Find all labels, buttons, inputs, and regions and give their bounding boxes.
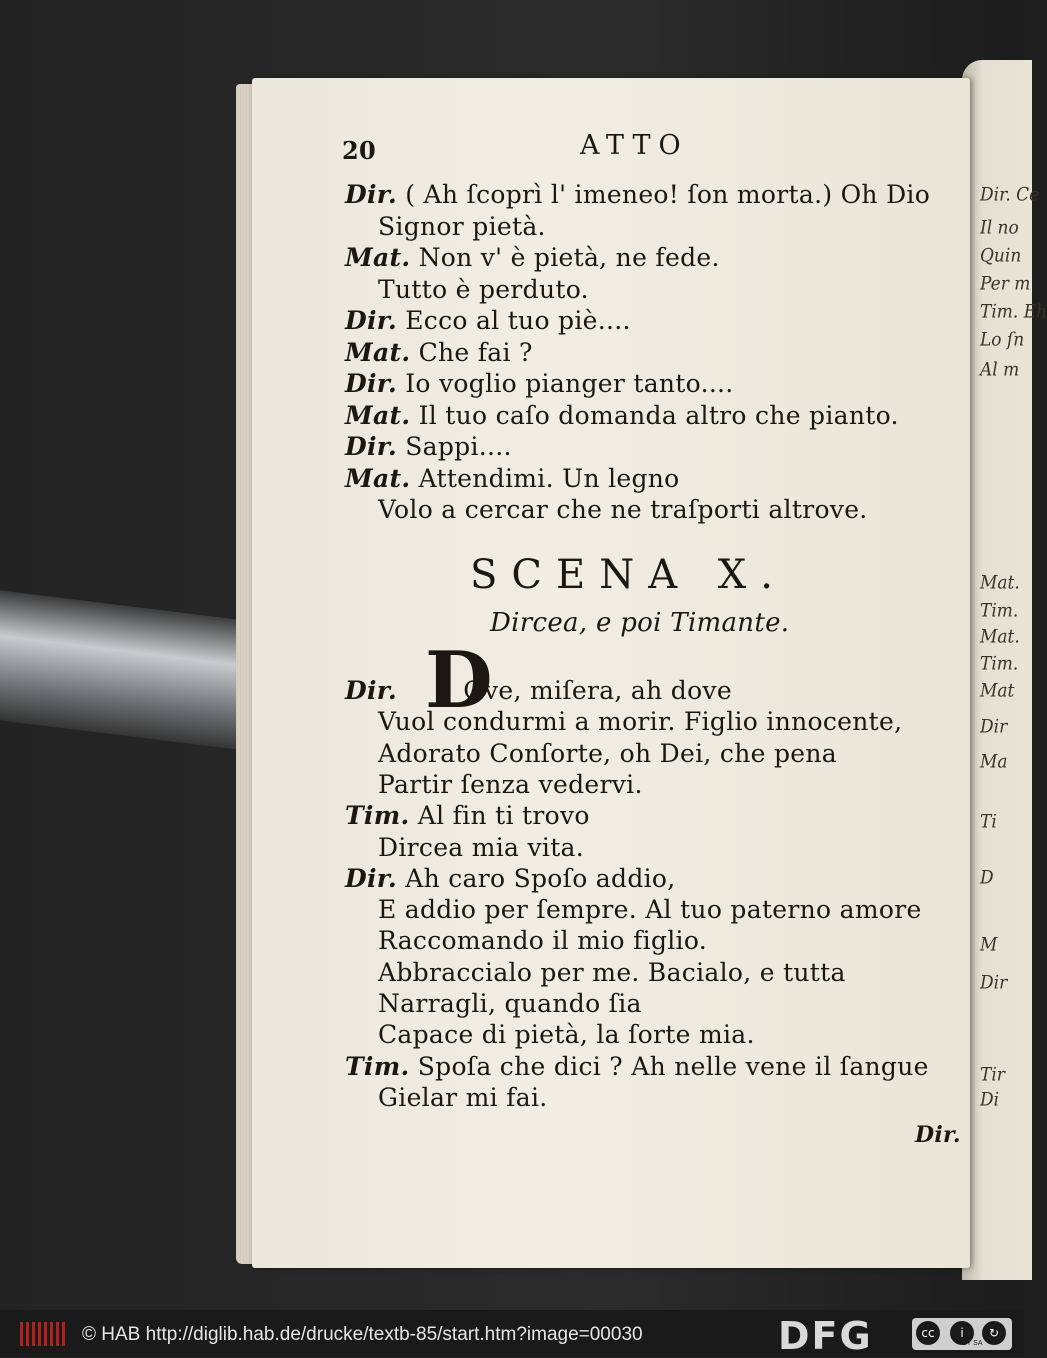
adjacent-page-fragment: M — [980, 934, 998, 956]
line-text: Non v' è pietà, ne fede. — [410, 243, 720, 272]
line-text: Io voglio pianger tanto.... — [396, 369, 734, 398]
speaker-label: Tim. — [345, 1051, 410, 1081]
adjacent-page-fragment: Ti — [980, 811, 997, 833]
verse-line — [345, 864, 676, 893]
share-alike-icon: ↻ — [982, 1321, 1006, 1345]
line-text: Ecco al tuo piè.... — [396, 306, 631, 335]
verse-line: Partir ſenza vedervi. — [378, 769, 643, 799]
line-text: Che fai ? — [410, 337, 533, 367]
adjacent-page-fragment: D — [980, 867, 994, 889]
verse-line: Capace di pietà, la ſorte mia. — [378, 1020, 755, 1050]
verse-line — [345, 180, 930, 209]
speaker-label: Mat. — [345, 337, 411, 367]
line-text: Ove, miſera, ah dove — [454, 676, 732, 705]
verse-line — [345, 338, 533, 367]
verse-line: Gielar mi fai. — [378, 1082, 548, 1112]
adjacent-page-fragment: Dir — [980, 716, 1008, 738]
adjacent-page-fragment: Ma — [980, 751, 1008, 773]
line-text: Al fin ti trovo — [409, 801, 590, 831]
verse-line: Narragli, quando ſia — [378, 989, 642, 1018]
verse-line: Tutto è perduto. — [378, 274, 589, 304]
verse-line: Vuol condurmi a morir. Figlio innocente, — [378, 707, 903, 737]
attribution-icon: i — [950, 1321, 974, 1345]
line-text: ( Ah ſcoprì l' imeneo! ſon morta.) Oh Dio — [396, 180, 931, 209]
verse-line: Adorato Conſorte, oh Dei, che pena — [378, 738, 837, 768]
adjacent-page-fragment: Mat. — [980, 572, 1020, 594]
adjacent-page-fragment: Dir — [980, 972, 1008, 994]
verse-line — [345, 432, 512, 461]
adjacent-page-fragment: Per m — [980, 273, 1031, 295]
dfg-logo: DFG — [778, 1314, 873, 1358]
page-number: 20 — [342, 136, 376, 165]
verse-line: Raccomando il mio figlio. — [378, 926, 708, 956]
verse-line — [345, 676, 732, 705]
adjacent-page-fragment: Tim. — [980, 600, 1019, 622]
speaker-label: Mat. — [345, 243, 411, 272]
verse-line: E addio per ſempre. Al tuo paterno amore — [378, 895, 922, 925]
verse-line — [345, 369, 734, 398]
adjacent-page-fragment: Lo ſn — [980, 329, 1025, 351]
catchword: Dir. — [915, 1122, 961, 1148]
verse-line — [345, 801, 590, 830]
speaker-label: Mat. — [345, 400, 411, 430]
verse-line — [345, 401, 899, 430]
scene-title: SCENA X. — [470, 552, 787, 598]
adjacent-page-fragment: Tim. — [980, 653, 1019, 675]
speaker-label: Dir. — [345, 863, 397, 893]
line-text: Spoſa che dici ? Ah nelle vene il ſangue — [409, 1051, 929, 1081]
adjacent-page-fragment: Dir. Ce — [980, 184, 1040, 206]
verse-line — [345, 1052, 929, 1081]
cc-icon: cc — [916, 1321, 940, 1345]
adjacent-page-fragment: Mat — [980, 680, 1015, 702]
verse-line — [345, 306, 631, 335]
speaker-label: Dir. — [345, 180, 397, 209]
line-text: Sappi.... — [396, 432, 512, 461]
verse-line: Dircea mia vita. — [378, 832, 585, 862]
adjacent-page-fragment: Il no — [980, 217, 1019, 239]
adjacent-page-fragment: Di — [980, 1089, 1000, 1111]
adjacent-page-fragment: Tim. Eh — [980, 301, 1047, 323]
speaker-label: Mat. — [345, 463, 411, 493]
scene-characters: Dircea, e poi Timante. — [490, 608, 790, 638]
line-text: Ah caro Spoſo addio, — [396, 863, 676, 893]
drop-cap: D — [425, 635, 493, 726]
source-credit-link[interactable]: © HAB http://diglib.hab.de/drucke/textb-85/start.htm?image=00030 — [82, 1324, 643, 1345]
speaker-label: Dir. — [345, 432, 397, 461]
verse-line: Signor pietà. — [378, 211, 546, 241]
speaker-label: Tim. — [345, 801, 410, 831]
speaker-label: Dir. — [345, 306, 397, 335]
line-text: Attendimi. Un legno — [410, 463, 680, 493]
speaker-label: Dir. — [345, 676, 397, 705]
hab-logo-icon — [20, 1322, 68, 1346]
adjacent-page-fragment: Al m — [980, 359, 1020, 381]
viewer-footer — [0, 1310, 1024, 1357]
adjacent-page-fragment: Tir — [980, 1064, 1005, 1086]
adjacent-page-fragment: Quin — [980, 245, 1022, 267]
verse-line: Abbraccialo per me. Bacialo, e tutta — [378, 957, 846, 987]
license-badge[interactable] — [912, 1318, 1012, 1350]
line-text: Il tuo caſo domanda altro che pianto. — [410, 400, 899, 430]
license-label: BY SA — [962, 1340, 983, 1347]
speaker-label: Dir. — [345, 369, 397, 398]
adjacent-page — [962, 60, 1047, 1280]
verse-line: Volo a cercar che ne traſporti altrove. — [378, 495, 868, 524]
verse-line — [345, 243, 720, 272]
verse-line — [345, 464, 680, 493]
running-head: ATTO — [580, 130, 689, 161]
adjacent-page-fragment: Mat. — [980, 626, 1020, 648]
